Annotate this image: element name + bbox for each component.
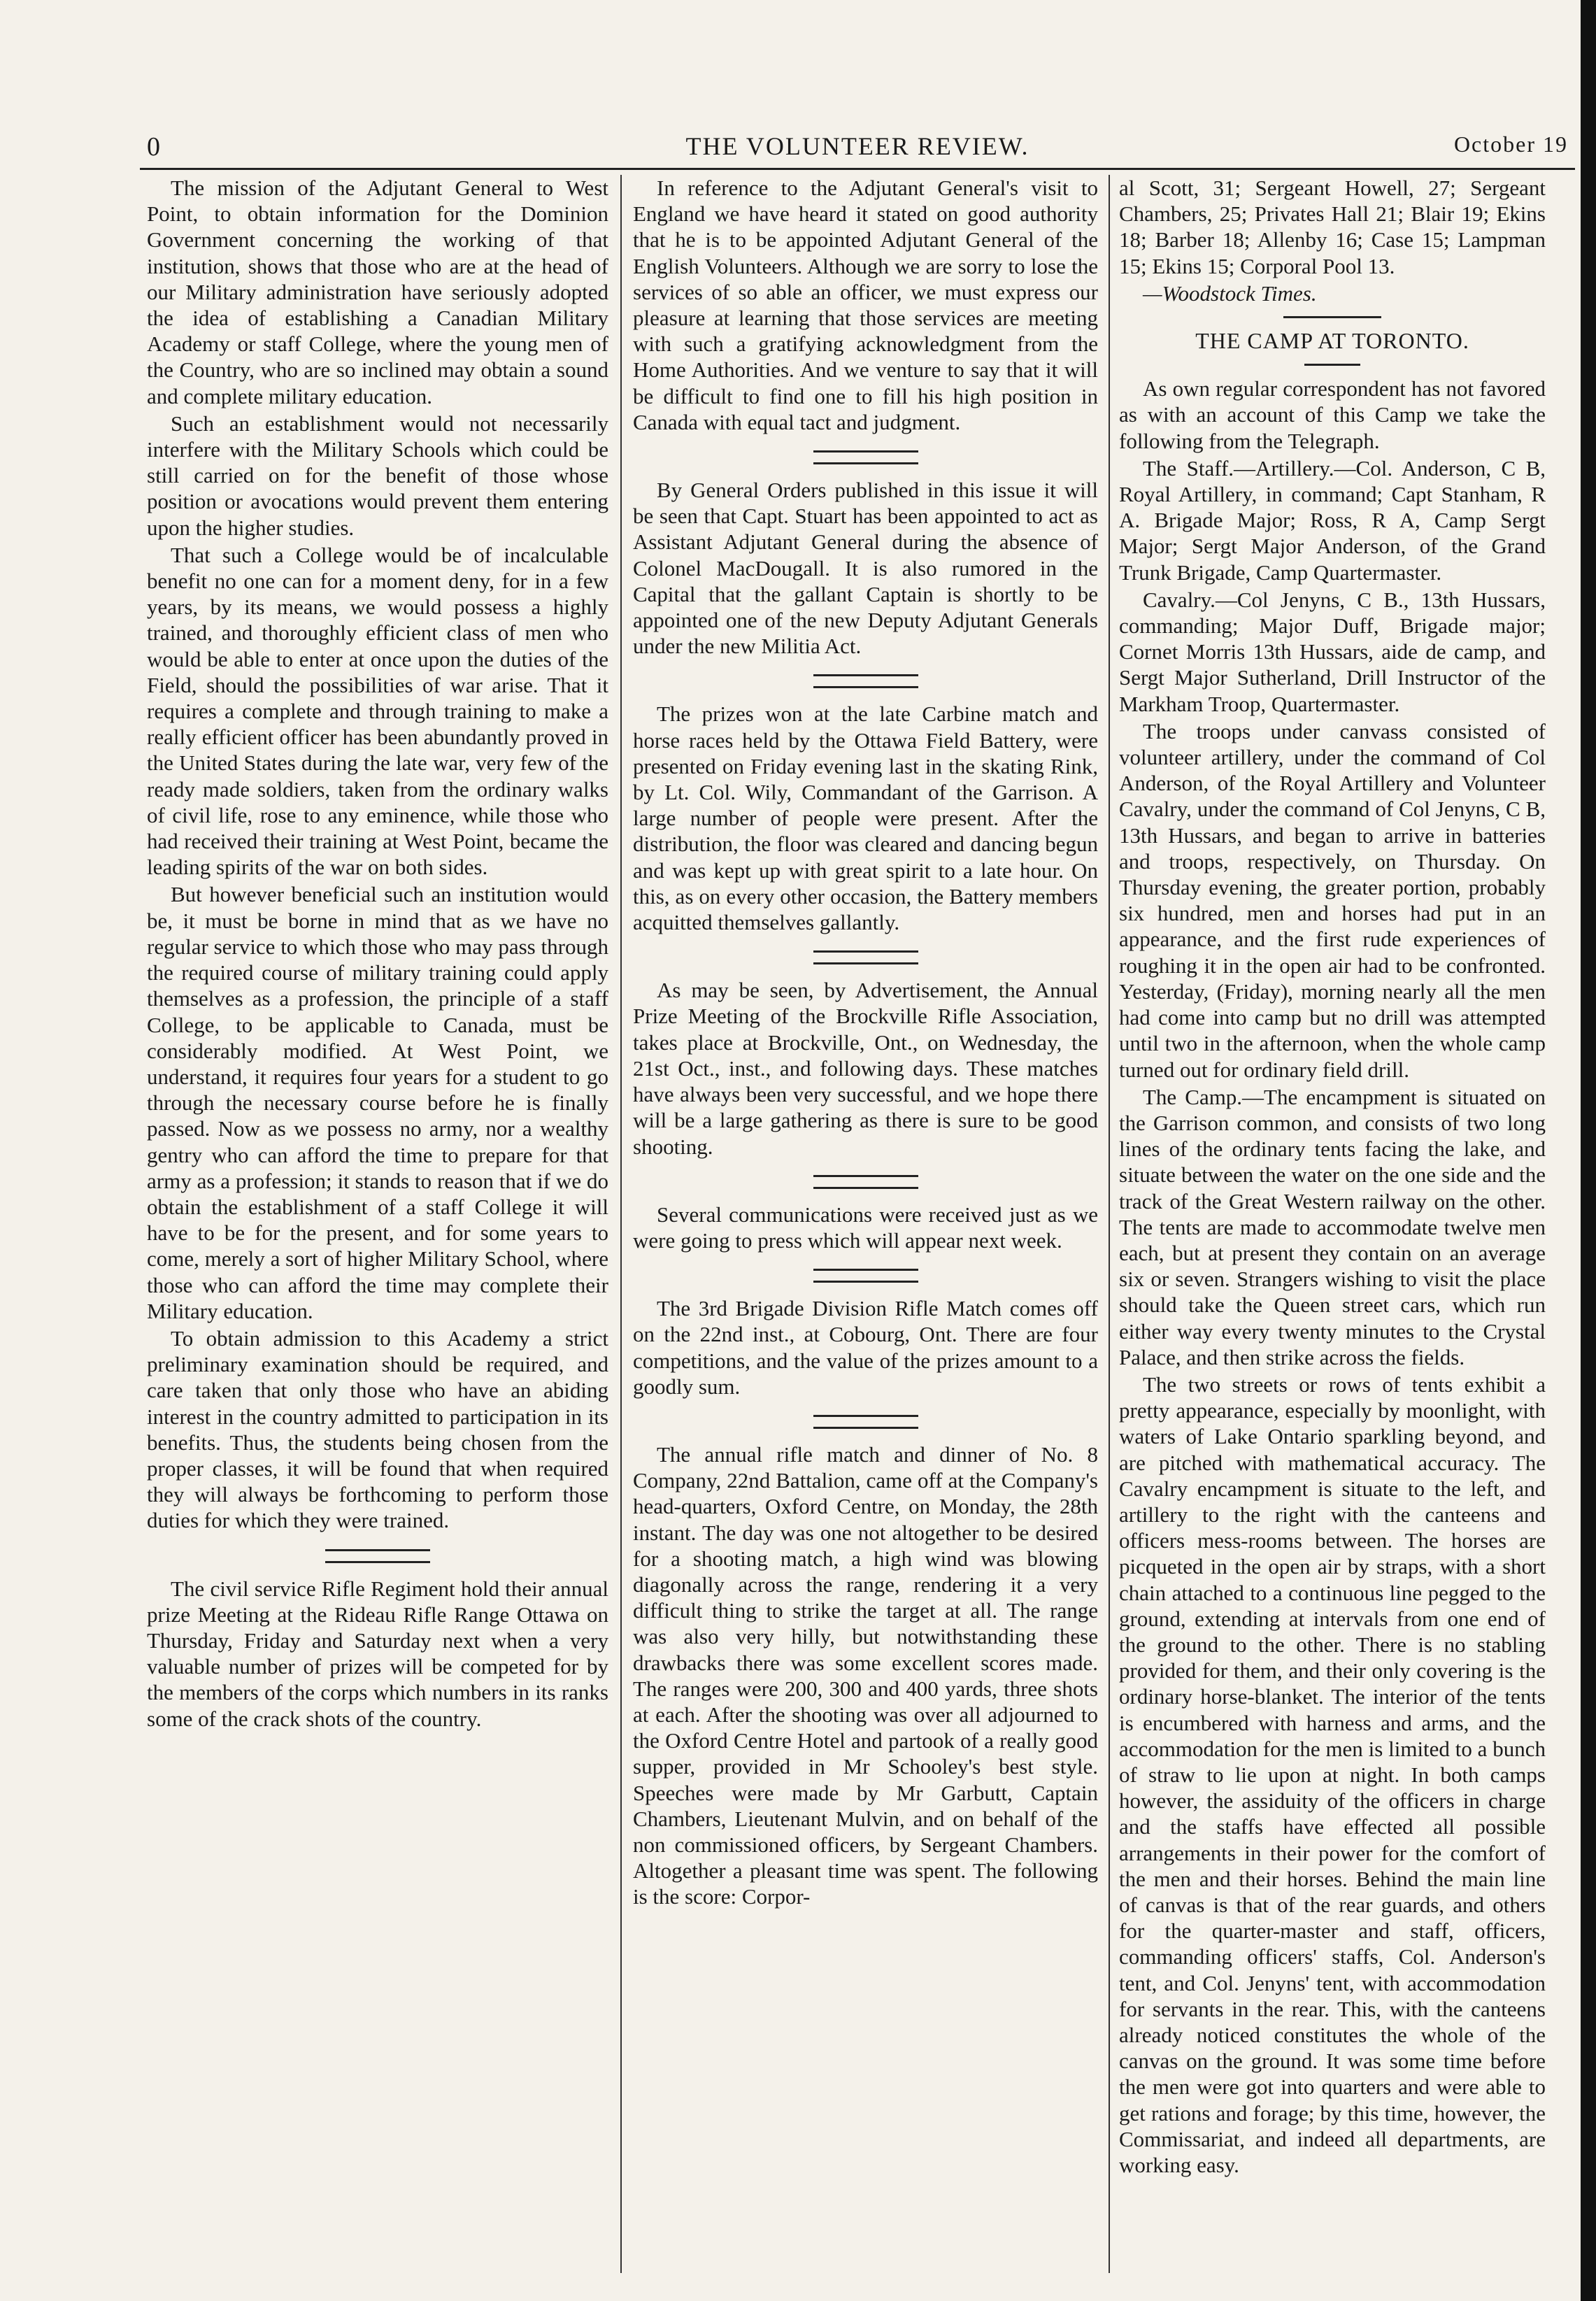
article-paragraph: But however beneficial such an institution would be, it must be borne in mind that as we have no regular service to which those who may pass through the required course of military training could apply themselves as a profession, the principle of a staff College, to be applicable to Canada, must be considerably modified. At West Point, we understand, it requires four years for a student to go through the necessary course before he is finally passed. Now as we possess no army, nor a wealthy gentry who can afford the time to prepare for that army as a profession; it stands to reason that if we do obtain the establishment of a staff College it will have to be for the present, and for some years to come, merely a sort of higher Military School, where those who can afford the time may complete their Military education.: [147, 882, 608, 1323]
article-paragraph: To obtain admission to this Academy a strict preliminary examination should be required, and care taken that only those who have an abiding interest in the country admitted to participation in its benefits. Thus, the students being chosen from the proper classes, it will be found that when required they will always be forthcoming to perform those duties for which they were trained.: [147, 1325, 608, 1533]
section-separator: [813, 1269, 918, 1283]
page-number: 0: [147, 132, 162, 162]
article-paragraph: The two streets or rows of tents exhibit a pretty appearance, especially by moonlight, with waters of Lake Ontario sparkling beyond, and are pitched with mathematical accuracy. The Cavalry encampment is situate to the left, and artillery to the right with the canteens and officers mess-rooms between. The horses are picqueted in the open air by straps, with a short chain attached to a continuous line pegged to the ground, extending at intervals from one end of the ground to the other. There is no stabling provided for them, and their only covering is the ordinary horse-blanket. The interior of the tents is encumbered with harness and arms, and the accommodation for the men is limited to a bunch of straw to lie upon at night. In both camps however, the assiduity of the officers in charge and the staffs have effected all possible arrangements in their power for the comfort of the men and their horses. Behind the main line of canvas is that of the rear guards, and others for the quarter-master and staff, officers, commanding officers' staffs, Col. Anderson's tent, and Col. Jenyns' tent, with accommodation for servants in the rear. This, with the canteens already noticed constitutes the whole of the canvas on the ground. It was some time before the men were got into quarters and were able to get rations and forage; by this time, however, the Commissariat, and indeed all departments, are working easy.: [1119, 1372, 1546, 2178]
article-paragraph: In reference to the Adjutant General's visit to England we have heard it stated on good authority that he is to be appointed Adjutant General of the English Volunteers. Although we are sorry to lose the services of so able an officer, we must express our pleasure at learning that those services are meeting with such a gratifying acknowledgment from the Home Authorities. And we venture to say that it will be difficult to find one to fill his high position in Canada with equal tact and judgment.: [633, 176, 1098, 434]
section-separator: [813, 1175, 918, 1189]
article-paragraph: The Staff.—Artillery.—Col. Anderson, C B, Royal Artillery, in command; Capt Stanham, R A. Brigade Major; Ross, R A, Camp Sergt Major; Sergt Major Anderson, of the Grand Trunk Brigade, Camp Quartermaster.: [1119, 455, 1546, 585]
article-paragraph: al Scott, 31; Sergeant Howell, 27; Sergeant Chambers, 25; Privates Hall 21; Blair 19; Ekins 18; Barber 18; Allenby 16; Case 15; Lampman 15; Ekins 15; Corporal Pool 13.: [1119, 176, 1546, 278]
article-heading: THE CAMP AT TORONTO.: [1195, 328, 1469, 354]
article-source: —Woodstock Times.: [1143, 280, 1317, 306]
column-rule: [620, 175, 622, 2273]
article-paragraph: That such a College would be of incalculable benefit no one can for a moment deny, for in a few years, by its means, we would possess a highly trained, and thoroughly efficient class of men who would be able to enter at once upon the duties of the Field, should the possibilities of war arise. That it requires a complete and through training to make a really efficient officer has been abundantly proved in the United States during the late war, very few of the ready made soldiers, taken from the ordinary walks of civil life, rose to any eminence, while those who had received their training at West Point, became the leading spirits of the war on both sides.: [147, 542, 608, 880]
article-paragraph: The civil service Rifle Regiment hold their annual prize Meeting at the Rideau Rifle Range Ottawa on Thursday, Friday and Saturday next when a very valuable number of prizes will be competed for by the members of the corps which numbers in its ranks some of the crack shots of the country.: [147, 1576, 608, 1731]
article-paragraph: Such an establishment would not necessarily interfere with the Military Schools which could be still carried on for the benefit of those whose position or avocations would prevent them entering upon the higher studies.: [147, 411, 608, 540]
section-separator: [325, 1549, 430, 1563]
article-paragraph: By General Orders published in this issue it will be seen that Capt. Stuart has been appointed to act as Assistant Adjutant General during the absence of Colonel MacDougall. It is also rumored in the Capital that the gallant Captain is shortly to be appointed one of the new Deputy Adjutant Generals under the new Militia Act.: [633, 478, 1098, 659]
section-separator: [1283, 316, 1381, 318]
article-paragraph: As own regular correspondent has not favored as with an account of this Camp we take the following from the Telegraph.: [1119, 376, 1546, 453]
header-rule: [140, 168, 1575, 170]
article-paragraph: The annual rifle match and dinner of No. 8 Company, 22nd Battalion, came off at the Company's head-quarters, Oxford Centre, on Monday, the 28th instant. The day was one not altogether to be desired for a shooting match, a high wind was blowing diagonally across the range, rendering it a very difficult thing to strike the target at all. The range was also very hilly, but notwithstanding these drawbacks there was some excellent scores made. The ranges were 200, 300 and 400 yards, three shots at each. After the shooting was over all adjourned to the Oxford Centre Hotel and partook of a really good supper, provided in Mr Schooley's best style. Speeches were made by Mr Garbutt, Captain Chambers, Lieutenant Mulvin, and on behalf of the non commissioned officers, by Sergeant Chambers. Altogether a pleasant time was spent. The following is the score: Corpor-: [633, 1441, 1098, 1909]
section-separator: [813, 1415, 918, 1429]
page-header: [140, 126, 1575, 168]
masthead-title: THE VOLUNTEER REVIEW.: [685, 132, 1029, 160]
column-rule: [1109, 175, 1110, 2273]
column-2: [633, 175, 1098, 2273]
article-paragraph: The Camp.—The encampment is situated on the Garrison common, and consists of two long lines of the ordinary tents facing the lake, and situate between the water on the one side and the track of the Great Western railway on the other. The tents are made to accommodate twelve men each, but at present they contain on an average six or seven. Strangers wishing to visit the place should take the Queen street cars, which run either way every twenty minutes to the Crystal Palace, and then strike across the fields.: [1119, 1084, 1546, 1369]
article-paragraph: Several communications were received just as we were going to press which will appear next week.: [633, 1202, 1098, 1253]
section-separator: [1304, 364, 1360, 366]
section-separator: [813, 674, 918, 688]
article-paragraph: The prizes won at the late Carbine match and horse races held by the Ottawa Field Battery, were presented on Friday evening last in the skating Rink, by Lt. Col. Wily, Commandant of the Garrison. A large number of people were present. After the distribution, the floor was cleared and dancing begun and was kept up with great spirit to a late hour. On this, as on every other occasion, the Battery members acquitted themselves gallantly.: [633, 701, 1098, 935]
article-paragraph: The 3rd Brigade Division Rifle Match comes off on the 22nd inst., at Cobourg, Ont. There are four competitions, and the value of the prizes amount to a goodly sum.: [633, 1296, 1098, 1399]
section-separator: [813, 950, 918, 964]
article-paragraph: As may be seen, by Advertisement, the Annual Prize Meeting of the Brockville Rifle Association, takes place at Brockville, Ont., on Wednesday, the 21st Oct., inst., and following days. These matches have always been very successful, and we hope there will be a large gathering as there is sure to be good shooting.: [633, 978, 1098, 1159]
header-date: October 19: [1453, 131, 1568, 157]
article-paragraph: The mission of the Adjutant General to West Point, to obtain information for the Dominion Government concerning the working of that institution, shows that those who are at the head of our Military administration have seriously adopted the idea of establishing a Canadian Military Academy or staff College, where the young men of the Country, who are so inclined may obtain a sound and complete military education.: [147, 176, 608, 408]
page-edge-shadow: [1581, 0, 1596, 2301]
article-paragraph: The troops under canvass consisted of volunteer artillery, under the command of Col Anderson, of the Royal Artillery and Volunteer Cavalry, under the command of Col Jenyns, C B, 13th Hussars, and began to arrive in batteries and troops, respectively, on Thursday. On Thursday evening, the greater portion, probably six hundred, men and horses had put in an appearance, and the first rude experiences of roughing it in the open air had to be confronted. Yesterday, (Friday), morning nearly all the men had come into camp but no drill was attempted until two in the afternoon, when the whole camp turned out for ordinary field drill.: [1119, 718, 1546, 1082]
column-3: [1119, 175, 1546, 2273]
article-paragraph: Cavalry.—Col Jenyns, C B., 13th Hussars, commanding; Major Duff, Brigade major; Cornet Morris 13th Hussars, aide de camp, and Sergt Major Sutherland, Drill Instructor of the Markham Troop, Quartermaster.: [1119, 587, 1546, 716]
section-separator: [813, 450, 918, 464]
column-1: [147, 175, 608, 2273]
